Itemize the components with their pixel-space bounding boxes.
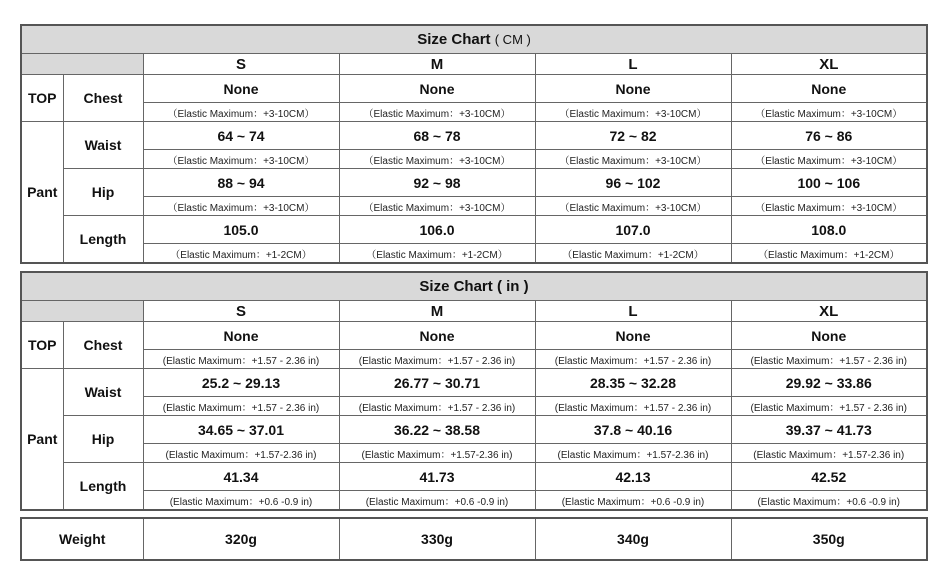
cm-length-m: 106.0 xyxy=(339,216,535,244)
in-pant-group-label: Pant xyxy=(21,369,63,511)
cm-length-l: 107.0 xyxy=(535,216,731,244)
in-size-header-row xyxy=(21,301,927,322)
in-length-label: Length xyxy=(63,463,143,511)
in-waist-label: Waist xyxy=(63,369,143,416)
cm-top-group-label: TOP xyxy=(21,75,63,122)
cm-size-header-xl: XL xyxy=(731,54,927,75)
cm-hip-note-s: （Elastic Maximum：+3-10CM） xyxy=(143,197,339,216)
in-length-note-l: (Elastic Maximum：+0.6 -0.9 in) xyxy=(535,491,731,511)
in-title-row xyxy=(21,272,927,301)
in-chest-note-m: (Elastic Maximum：+1.57 - 2.36 in) xyxy=(339,350,535,369)
in-chest-value-row xyxy=(21,322,927,350)
in-hip-l: 37.8 ~ 40.16 xyxy=(535,416,731,444)
cm-waist-note-row xyxy=(21,150,927,169)
cm-size-header-row xyxy=(21,54,927,75)
in-chart-unit: ( in ) xyxy=(496,278,529,295)
size-chart-in-table xyxy=(20,271,928,511)
in-chest-note-l: (Elastic Maximum：+1.57 - 2.36 in) xyxy=(535,350,731,369)
cm-chart-title-text: Size Chart xyxy=(417,31,491,48)
cm-waist-xl: 76 ~ 86 xyxy=(731,122,927,150)
in-chest-m: None xyxy=(339,322,535,350)
cm-chest-xl: None xyxy=(731,75,927,103)
cm-length-value-row xyxy=(21,216,927,244)
cm-waist-m: 68 ~ 78 xyxy=(339,122,535,150)
cm-waist-note-s: （Elastic Maximum：+3-10CM） xyxy=(143,150,339,169)
cm-header-blank xyxy=(21,54,143,75)
in-size-header-xl: XL xyxy=(731,301,927,322)
in-hip-note-xl: (Elastic Maximum：+1.57-2.36 in) xyxy=(731,444,927,463)
in-length-xl: 42.52 xyxy=(731,463,927,491)
in-chest-s: None xyxy=(143,322,339,350)
in-length-note-m: (Elastic Maximum：+0.6 -0.9 in) xyxy=(339,491,535,511)
in-chart-title xyxy=(21,272,927,301)
size-chart-cm-table xyxy=(20,24,928,264)
cm-hip-m: 92 ~ 98 xyxy=(339,169,535,197)
in-waist-note-m: (Elastic Maximum：+1.57 - 2.36 in) xyxy=(339,397,535,416)
in-waist-note-l: (Elastic Maximum：+1.57 - 2.36 in) xyxy=(535,397,731,416)
cm-title-row xyxy=(21,25,927,54)
in-header-blank xyxy=(21,301,143,322)
cm-waist-label: Waist xyxy=(63,122,143,169)
cm-waist-l: 72 ~ 82 xyxy=(535,122,731,150)
in-size-header-l: L xyxy=(535,301,731,322)
cm-hip-note-l: （Elastic Maximum：+3-10CM） xyxy=(535,197,731,216)
cm-length-label: Length xyxy=(63,216,143,264)
cm-hip-value-row xyxy=(21,169,927,197)
cm-chest-s: None xyxy=(143,75,339,103)
in-chest-xl: None xyxy=(731,322,927,350)
in-chest-l: None xyxy=(535,322,731,350)
in-hip-label: Hip xyxy=(63,416,143,463)
weight-row xyxy=(21,518,927,560)
in-hip-s: 34.65 ~ 37.01 xyxy=(143,416,339,444)
weight-table xyxy=(20,517,928,561)
in-waist-note-xl: (Elastic Maximum：+1.57 - 2.36 in) xyxy=(731,397,927,416)
cm-chest-value-row xyxy=(21,75,927,103)
cm-pant-group-label: Pant xyxy=(21,122,63,264)
cm-length-note-row xyxy=(21,244,927,264)
in-waist-note-s: (Elastic Maximum：+1.57 - 2.36 in) xyxy=(143,397,339,416)
cm-hip-note-row xyxy=(21,197,927,216)
in-length-m: 41.73 xyxy=(339,463,535,491)
cm-length-note-m: （Elastic Maximum：+1-2CM） xyxy=(339,244,535,264)
in-hip-m: 36.22 ~ 38.58 xyxy=(339,416,535,444)
in-waist-xl: 29.92 ~ 33.86 xyxy=(731,369,927,397)
cm-length-note-xl: （Elastic Maximum：+1-2CM） xyxy=(731,244,927,264)
cm-waist-note-xl: （Elastic Maximum：+3-10CM） xyxy=(731,150,927,169)
in-waist-m: 26.77 ~ 30.71 xyxy=(339,369,535,397)
in-waist-s: 25.2 ~ 29.13 xyxy=(143,369,339,397)
in-chest-label: Chest xyxy=(63,322,143,369)
weight-m: 330g xyxy=(339,518,535,560)
in-hip-note-row xyxy=(21,444,927,463)
in-top-group-label: TOP xyxy=(21,322,63,369)
cm-length-xl: 108.0 xyxy=(731,216,927,244)
in-chart-title-text: Size Chart xyxy=(419,278,493,295)
in-chest-note-xl: (Elastic Maximum：+1.57 - 2.36 in) xyxy=(731,350,927,369)
in-hip-xl: 39.37 ~ 41.73 xyxy=(731,416,927,444)
in-hip-note-l: (Elastic Maximum：+1.57-2.36 in) xyxy=(535,444,731,463)
cm-chest-m: None xyxy=(339,75,535,103)
cm-hip-xl: 100 ~ 106 xyxy=(731,169,927,197)
cm-length-note-s: （Elastic Maximum：+1-2CM） xyxy=(143,244,339,264)
in-length-l: 42.13 xyxy=(535,463,731,491)
in-size-header-m: M xyxy=(339,301,535,322)
cm-waist-note-l: （Elastic Maximum：+3-10CM） xyxy=(535,150,731,169)
cm-chest-note-m: （Elastic Maximum：+3-10CM） xyxy=(339,103,535,122)
weight-l: 340g xyxy=(535,518,731,560)
in-chest-note-row xyxy=(21,350,927,369)
cm-hip-s: 88 ~ 94 xyxy=(143,169,339,197)
cm-chest-note-row xyxy=(21,103,927,122)
cm-size-header-m: M xyxy=(339,54,535,75)
cm-chest-label: Chest xyxy=(63,75,143,122)
in-chest-note-s: (Elastic Maximum：+1.57 - 2.36 in) xyxy=(143,350,339,369)
cm-hip-note-xl: （Elastic Maximum：+3-10CM） xyxy=(731,197,927,216)
cm-waist-note-m: （Elastic Maximum：+3-10CM） xyxy=(339,150,535,169)
in-hip-note-m: (Elastic Maximum：+1.57-2.36 in) xyxy=(339,444,535,463)
cm-size-header-s: S xyxy=(143,54,339,75)
in-length-s: 41.34 xyxy=(143,463,339,491)
cm-chest-note-l: （Elastic Maximum：+3-10CM） xyxy=(535,103,731,122)
cm-chest-note-s: （Elastic Maximum：+3-10CM） xyxy=(143,103,339,122)
weight-label: Weight xyxy=(21,518,143,560)
cm-hip-label: Hip xyxy=(63,169,143,216)
in-waist-l: 28.35 ~ 32.28 xyxy=(535,369,731,397)
cm-size-header-l: L xyxy=(535,54,731,75)
cm-waist-value-row xyxy=(21,122,927,150)
cm-length-s: 105.0 xyxy=(143,216,339,244)
cm-hip-l: 96 ~ 102 xyxy=(535,169,731,197)
weight-xl: 350g xyxy=(731,518,927,560)
in-waist-value-row xyxy=(21,369,927,397)
cm-chest-note-xl: （Elastic Maximum：+3-10CM） xyxy=(731,103,927,122)
weight-s: 320g xyxy=(143,518,339,560)
cm-chart-title xyxy=(21,25,927,54)
in-length-note-row xyxy=(21,491,927,511)
in-length-value-row xyxy=(21,463,927,491)
cm-hip-note-m: （Elastic Maximum：+3-10CM） xyxy=(339,197,535,216)
in-hip-value-row xyxy=(21,416,927,444)
cm-chest-l: None xyxy=(535,75,731,103)
in-hip-note-s: (Elastic Maximum：+1.57-2.36 in) xyxy=(143,444,339,463)
in-length-note-s: (Elastic Maximum：+0.6 -0.9 in) xyxy=(143,491,339,511)
cm-length-note-l: （Elastic Maximum：+1-2CM） xyxy=(535,244,731,264)
in-size-header-s: S xyxy=(143,301,339,322)
in-length-note-xl: (Elastic Maximum：+0.6 -0.9 in) xyxy=(731,491,927,511)
cm-chart-unit: ( CM ) xyxy=(494,32,531,47)
cm-waist-s: 64 ~ 74 xyxy=(143,122,339,150)
in-waist-note-row xyxy=(21,397,927,416)
